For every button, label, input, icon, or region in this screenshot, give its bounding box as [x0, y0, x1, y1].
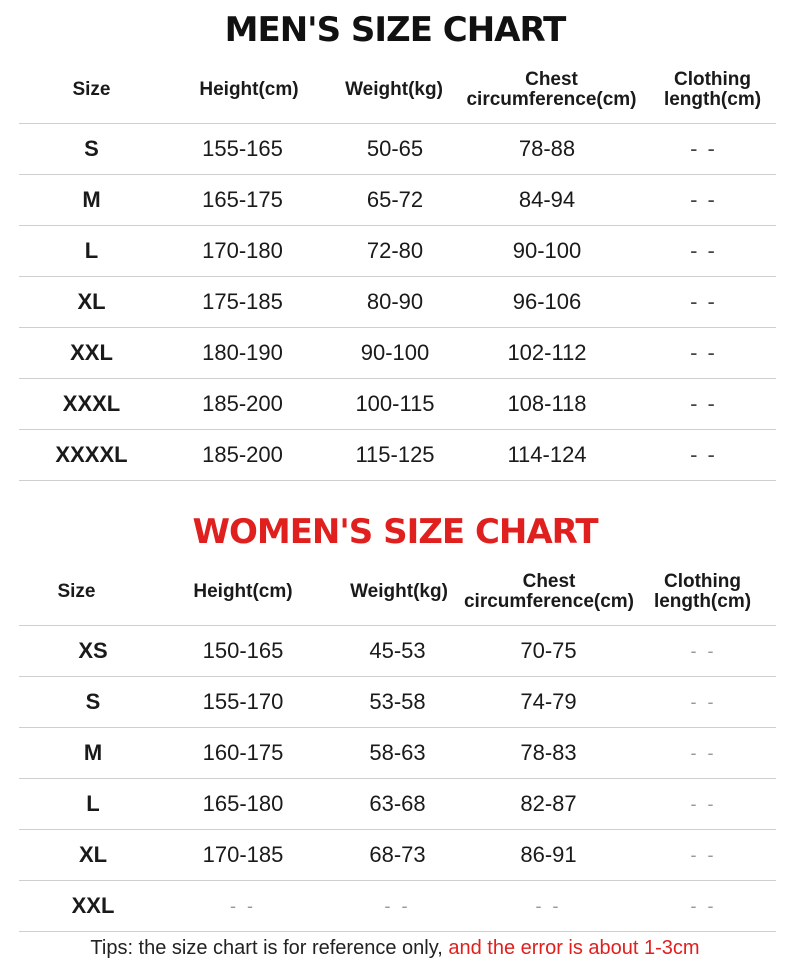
- table-row: [19, 277, 776, 328]
- table-row: [19, 379, 776, 430]
- table-cell: - -: [384, 895, 411, 916]
- table-cell: 160-175: [202, 740, 284, 765]
- column-header-line: Weight(kg): [350, 580, 448, 602]
- table-cell: 78-83: [520, 740, 577, 765]
- table-cell: - -: [230, 895, 256, 916]
- column-header: [629, 558, 776, 625]
- size-label-cell: XS: [78, 638, 108, 663]
- size-label-cell: M: [83, 740, 103, 765]
- table-cell: 68-73: [369, 842, 426, 867]
- table-cell: 102-112: [507, 340, 587, 365]
- table-cell: - -: [690, 289, 717, 314]
- column-header-line: Clothing: [673, 68, 752, 90]
- table-header: [19, 558, 776, 626]
- table-row: [19, 328, 776, 379]
- size-label-cell: XL: [78, 842, 108, 867]
- column-header-line: length(cm): [663, 88, 762, 110]
- table-cell: 165-175: [202, 187, 283, 212]
- column-header-line: circumference(cm): [463, 590, 635, 612]
- column-header-line: circumference(cm): [466, 88, 637, 110]
- table-row: [19, 226, 776, 277]
- size-label-cell: L: [84, 238, 99, 263]
- table-row: [19, 124, 776, 175]
- table-cell: 58-63: [369, 740, 426, 765]
- table-cell: 70-75: [520, 638, 577, 663]
- table-cell: - -: [690, 238, 717, 263]
- table-row: [19, 430, 776, 481]
- table-cell: 86-91: [520, 842, 577, 867]
- table-cell: 185-200: [202, 442, 283, 467]
- table-cell: - -: [690, 895, 717, 916]
- table-cell: 165-180: [202, 791, 284, 816]
- column-header: [449, 558, 649, 625]
- table-cell: 100-115: [355, 391, 435, 416]
- size-label-cell: XXXXL: [55, 442, 128, 467]
- men-size-table: [19, 56, 776, 481]
- size-label-cell: L: [86, 791, 100, 816]
- column-header-line: Height(cm): [199, 78, 299, 100]
- table-row: [19, 175, 776, 226]
- table-cell: - -: [535, 895, 562, 916]
- table-cell: 78-88: [518, 136, 576, 161]
- table-cell: 180-190: [202, 340, 283, 365]
- column-header: [19, 558, 134, 625]
- column-header-line: length(cm): [653, 590, 752, 612]
- table-header: [19, 56, 776, 124]
- table-cell: 84-94: [518, 187, 576, 212]
- table-cell: 155-165: [202, 136, 283, 161]
- column-header-line: Clothing: [663, 570, 742, 592]
- women-size-table: [19, 558, 776, 932]
- table-cell: - -: [690, 844, 717, 865]
- table-cell: 80-90: [366, 289, 424, 314]
- tips-text: Tips: the size chart is for reference only,: [90, 937, 443, 959]
- table-cell: 74-79: [520, 689, 577, 714]
- table-cell: - -: [690, 793, 717, 814]
- table-cell: 65-72: [366, 187, 424, 212]
- table-cell: - -: [690, 391, 717, 416]
- column-header-line: Size: [72, 78, 111, 100]
- table-cell: - -: [690, 691, 717, 712]
- table-cell: 82-87: [520, 791, 577, 816]
- table-cell: - -: [690, 640, 717, 661]
- table-cell: - -: [690, 340, 717, 365]
- table-row: [19, 728, 776, 779]
- table-cell: 96-106: [512, 289, 582, 314]
- column-header-line: Size: [57, 580, 96, 602]
- table-cell: 175-185: [202, 289, 283, 314]
- table-cell: 108-118: [507, 391, 587, 416]
- table-cell: - -: [690, 442, 717, 467]
- table-cell: 170-180: [202, 238, 283, 263]
- table-cell: - -: [690, 742, 717, 763]
- table-cell: 115-125: [355, 442, 435, 467]
- column-header-line: Weight(kg): [345, 78, 443, 100]
- table-cell: 170-185: [202, 842, 284, 867]
- size-label-cell: S: [85, 689, 101, 714]
- table-cell: 90-100: [512, 238, 582, 263]
- table-cell: 185-200: [202, 391, 283, 416]
- table-cell: 63-68: [369, 791, 426, 816]
- table-row: [19, 779, 776, 830]
- size-label-cell: XXXL: [62, 391, 121, 416]
- table-cell: - -: [690, 136, 717, 161]
- size-label-cell: XXL: [70, 340, 113, 365]
- table-row: [19, 677, 776, 728]
- column-header: [649, 56, 776, 123]
- table-row: [19, 830, 776, 881]
- size-label-cell: M: [82, 187, 101, 212]
- table-cell: 90-100: [360, 340, 430, 365]
- table-row: [19, 881, 776, 932]
- column-header: [334, 56, 454, 123]
- table-cell: - -: [690, 187, 717, 212]
- table-cell: 72-80: [366, 238, 424, 263]
- column-header: [164, 56, 334, 123]
- column-header-line: Height(cm): [193, 580, 293, 602]
- table-cell: 114-124: [507, 442, 587, 467]
- column-header-line: Chest: [522, 570, 576, 592]
- table-cell: 155-170: [202, 689, 284, 714]
- men-size-chart-title: MEN'S SIZE CHART: [224, 10, 566, 50]
- column-header: [454, 56, 649, 123]
- table-cell: 50-65: [366, 136, 424, 161]
- tips-error-note: and the error is about 1-3cm: [442, 937, 700, 959]
- tips-note: [0, 937, 790, 960]
- column-header: [19, 56, 164, 123]
- women-size-chart-title: WOMEN'S SIZE CHART: [192, 512, 598, 552]
- size-label-cell: S: [84, 136, 99, 161]
- table-cell: 150-165: [202, 638, 284, 663]
- column-header-line: Chest: [525, 68, 578, 90]
- table-cell: 45-53: [369, 638, 426, 663]
- table-cell: 53-58: [369, 689, 426, 714]
- size-label-cell: XL: [77, 289, 106, 314]
- size-label-cell: XXL: [71, 893, 115, 918]
- table-row: [19, 626, 776, 677]
